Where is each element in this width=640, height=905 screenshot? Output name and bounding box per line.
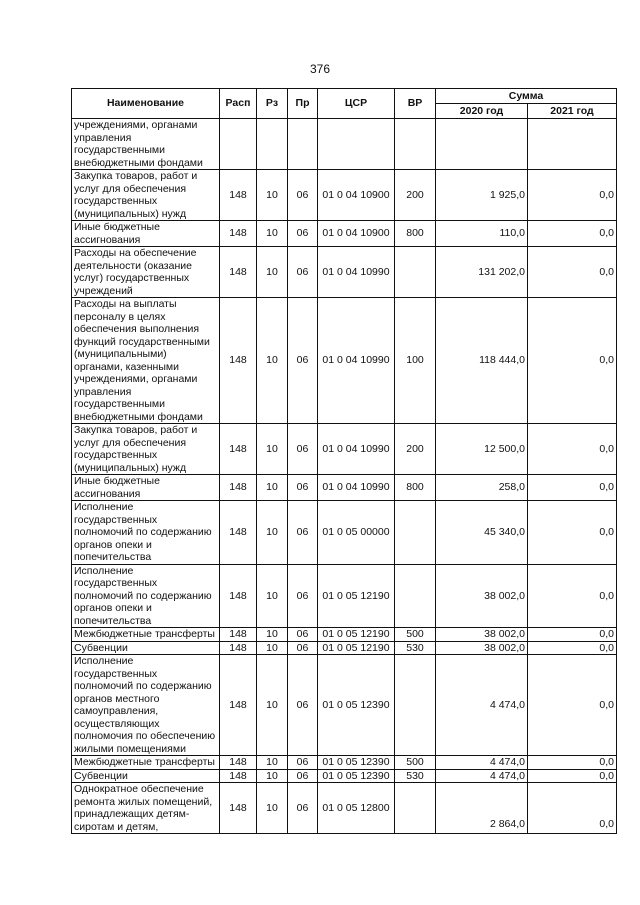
cell-y2020: 258,0 — [436, 475, 528, 501]
cell-rz: 10 — [257, 221, 288, 247]
cell-pr: 06 — [288, 783, 318, 834]
cell-vr — [395, 655, 436, 756]
cell-rz: 10 — [257, 501, 288, 565]
cell-rz: 10 — [257, 655, 288, 756]
cell-rz: 10 — [257, 564, 288, 628]
table-row — [72, 170, 617, 221]
table-row — [72, 641, 617, 655]
cell-vr: 800 — [395, 221, 436, 247]
cell-rasp: 148 — [220, 769, 257, 783]
cell-y2021: 0,0 — [528, 501, 617, 565]
cell-vr: 530 — [395, 769, 436, 783]
cell-rz: 10 — [257, 298, 288, 424]
cell-name: Исполнение государственных полномочий по содержанию органов опеки и попечительства — [72, 564, 220, 628]
cell-vr: 200 — [395, 170, 436, 221]
cell-rz: 10 — [257, 475, 288, 501]
cell-y2021: 0,0 — [528, 247, 617, 298]
cell-y2020: 38 002,0 — [436, 641, 528, 655]
header-2020: 2020 год — [436, 104, 528, 119]
page-number: 376 — [309, 62, 331, 76]
table-row — [72, 655, 617, 756]
table-body — [72, 119, 617, 834]
cell-y2021: 0,0 — [528, 564, 617, 628]
cell-rasp: 148 — [220, 628, 257, 642]
cell-name: Субвенции — [72, 769, 220, 783]
cell-pr: 06 — [288, 756, 318, 770]
cell-name: Исполнение государственных полномочий по содержанию органов опеки и попечительства — [72, 501, 220, 565]
cell-y2020: 38 002,0 — [436, 628, 528, 642]
cell-y2021: 0,0 — [528, 424, 617, 475]
cell-vr — [395, 501, 436, 565]
cell-y2021: 0,0 — [528, 641, 617, 655]
cell-y2020: 110,0 — [436, 221, 528, 247]
cell-csr: 01 0 04 10990 — [318, 424, 395, 475]
cell-y2021: 0,0 — [528, 221, 617, 247]
cell-csr: 01 0 04 10990 — [318, 247, 395, 298]
cell-rz: 10 — [257, 247, 288, 298]
cell-vr — [395, 783, 436, 834]
cell-pr: 06 — [288, 221, 318, 247]
cell-rasp: 148 — [220, 655, 257, 756]
cell-y2020: 1 925,0 — [436, 170, 528, 221]
cell-csr: 01 0 05 12190 — [318, 564, 395, 628]
cell-y2020: 118 444,0 — [436, 298, 528, 424]
cell-y2020: 2 864,0 — [436, 783, 528, 834]
cell-rz: 10 — [257, 769, 288, 783]
table-row — [72, 247, 617, 298]
cell-pr: 06 — [288, 298, 318, 424]
cell-csr: 01 0 05 12390 — [318, 655, 395, 756]
budget-table — [71, 88, 617, 834]
cell-y2020 — [436, 119, 528, 170]
cell-csr: 01 0 04 10990 — [318, 298, 395, 424]
cell-csr: 01 0 05 12800 — [318, 783, 395, 834]
table-row — [72, 756, 617, 770]
table-row — [72, 119, 617, 170]
cell-rz: 10 — [257, 628, 288, 642]
cell-y2020: 4 474,0 — [436, 756, 528, 770]
cell-y2020: 4 474,0 — [436, 769, 528, 783]
cell-name: Расходы на обеспечение деятельности (оказание услуг) государственных учреждений — [72, 247, 220, 298]
cell-y2021: 0,0 — [528, 655, 617, 756]
cell-rz: 10 — [257, 424, 288, 475]
table-row — [72, 221, 617, 247]
cell-pr: 06 — [288, 564, 318, 628]
cell-rasp: 148 — [220, 783, 257, 834]
cell-rasp: 148 — [220, 424, 257, 475]
cell-y2021: 0,0 — [528, 783, 617, 834]
table-row — [72, 501, 617, 565]
cell-name: Однократное обеспечение ремонта жилых помещений, принадлежащих детям-сиротам и детям, — [72, 783, 220, 834]
cell-pr: 06 — [288, 628, 318, 642]
cell-vr: 200 — [395, 424, 436, 475]
cell-vr — [395, 247, 436, 298]
cell-name: Расходы на выплаты персоналу в целях обеспечения выполнения функций государственными (муниципальными) органами, казенными учреждениями, органами управления государственными внебюджетными фондами — [72, 298, 220, 424]
cell-pr: 06 — [288, 769, 318, 783]
cell-rasp: 148 — [220, 170, 257, 221]
cell-rasp: 148 — [220, 756, 257, 770]
cell-vr — [395, 564, 436, 628]
header-pr: Пр — [288, 89, 318, 119]
cell-csr — [318, 119, 395, 170]
cell-pr — [288, 119, 318, 170]
cell-y2020: 45 340,0 — [436, 501, 528, 565]
cell-rz: 10 — [257, 756, 288, 770]
cell-pr: 06 — [288, 655, 318, 756]
cell-csr: 01 0 05 12390 — [318, 769, 395, 783]
cell-rasp — [220, 119, 257, 170]
cell-vr — [395, 119, 436, 170]
cell-name: Субвенции — [72, 641, 220, 655]
header-csr: ЦСР — [318, 89, 395, 119]
table-row — [72, 424, 617, 475]
cell-name: Иные бюджетные ассигнования — [72, 221, 220, 247]
cell-rasp: 148 — [220, 247, 257, 298]
cell-y2021: 0,0 — [528, 628, 617, 642]
table-row — [72, 769, 617, 783]
header-rz: Рз — [257, 89, 288, 119]
cell-rz: 10 — [257, 170, 288, 221]
cell-pr: 06 — [288, 247, 318, 298]
cell-rasp: 148 — [220, 501, 257, 565]
cell-csr: 01 0 04 10900 — [318, 170, 395, 221]
cell-y2020: 131 202,0 — [436, 247, 528, 298]
cell-csr: 01 0 04 10900 — [318, 221, 395, 247]
cell-pr: 06 — [288, 501, 318, 565]
cell-y2021: 0,0 — [528, 298, 617, 424]
cell-pr: 06 — [288, 475, 318, 501]
table-row — [72, 628, 617, 642]
cell-name: Закупка товаров, работ и услуг для обеспечения государственных (муниципальных) нужд — [72, 424, 220, 475]
header-rasp: Расп — [220, 89, 257, 119]
table-row — [72, 298, 617, 424]
header-sum: Сумма — [436, 89, 617, 104]
table-row — [72, 783, 617, 834]
cell-vr: 100 — [395, 298, 436, 424]
cell-rasp: 148 — [220, 564, 257, 628]
cell-pr: 06 — [288, 424, 318, 475]
cell-csr: 01 0 05 12390 — [318, 756, 395, 770]
cell-y2021: 0,0 — [528, 170, 617, 221]
header-2021: 2021 год — [528, 104, 617, 119]
cell-name: Иные бюджетные ассигнования — [72, 475, 220, 501]
cell-rasp: 148 — [220, 221, 257, 247]
cell-y2021: 0,0 — [528, 769, 617, 783]
header-name: Наименование — [72, 89, 220, 119]
cell-rz: 10 — [257, 641, 288, 655]
cell-rasp: 148 — [220, 298, 257, 424]
cell-vr: 500 — [395, 628, 436, 642]
cell-y2020: 4 474,0 — [436, 655, 528, 756]
cell-y2020: 12 500,0 — [436, 424, 528, 475]
cell-y2021: 0,0 — [528, 756, 617, 770]
cell-name: Межбюджетные трансферты — [72, 628, 220, 642]
table-row — [72, 564, 617, 628]
cell-y2021: 0,0 — [528, 475, 617, 501]
cell-rz: 10 — [257, 783, 288, 834]
table-row — [72, 475, 617, 501]
cell-vr: 500 — [395, 756, 436, 770]
cell-name: Межбюджетные трансферты — [72, 756, 220, 770]
cell-name: учреждениями, органами управления государственными внебюджетными фондами — [72, 119, 220, 170]
header-vr: ВР — [395, 89, 436, 119]
cell-csr: 01 0 05 12190 — [318, 628, 395, 642]
cell-y2020: 38 002,0 — [436, 564, 528, 628]
cell-pr: 06 — [288, 641, 318, 655]
cell-pr: 06 — [288, 170, 318, 221]
cell-rasp: 148 — [220, 641, 257, 655]
cell-name: Исполнение государственных полномочий по содержанию органов местного самоуправления, осуществляющих полномочия по обеспечению жилыми помещениями — [72, 655, 220, 756]
cell-vr: 800 — [395, 475, 436, 501]
cell-name: Закупка товаров, работ и услуг для обеспечения государственных (муниципальных) нужд — [72, 170, 220, 221]
cell-vr: 530 — [395, 641, 436, 655]
cell-csr: 01 0 04 10990 — [318, 475, 395, 501]
cell-csr: 01 0 05 12190 — [318, 641, 395, 655]
cell-rz — [257, 119, 288, 170]
cell-y2021 — [528, 119, 617, 170]
cell-csr: 01 0 05 00000 — [318, 501, 395, 565]
cell-rasp: 148 — [220, 475, 257, 501]
